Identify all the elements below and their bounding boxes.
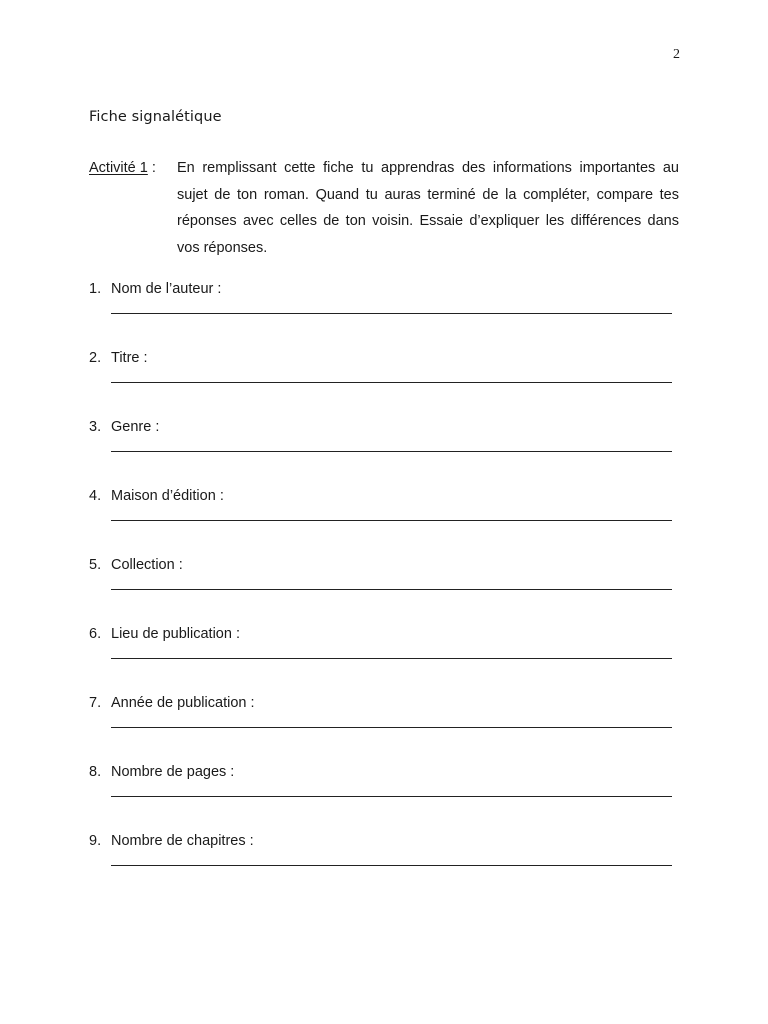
answer-line[interactable] xyxy=(111,520,672,521)
question-item xyxy=(89,695,674,711)
question-number: 7. xyxy=(89,695,102,711)
page-title: Fiche signalétique xyxy=(89,109,222,125)
question-label: Année de publication : xyxy=(111,695,255,711)
question-number: 9. xyxy=(89,833,102,849)
page-number: 2 xyxy=(673,47,680,62)
question-number: 6. xyxy=(89,626,102,642)
answer-line[interactable] xyxy=(111,865,672,866)
question-item xyxy=(89,419,674,435)
question-item xyxy=(89,281,674,297)
answer-line[interactable] xyxy=(111,658,672,659)
question-item xyxy=(89,557,674,573)
question-label: Maison d’édition : xyxy=(111,488,224,504)
question-item xyxy=(89,764,674,780)
question-item xyxy=(89,833,674,849)
answer-line[interactable] xyxy=(111,451,672,452)
activity-label xyxy=(89,155,177,182)
answer-line[interactable] xyxy=(111,727,672,728)
question-item xyxy=(89,626,674,642)
question-number: 3. xyxy=(89,419,102,435)
answer-line[interactable] xyxy=(111,589,672,590)
answer-line[interactable] xyxy=(111,382,672,383)
question-label: Collection : xyxy=(111,557,183,573)
question-number: 4. xyxy=(89,488,102,504)
question-label: Lieu de publication : xyxy=(111,626,240,642)
question-label: Nombre de pages : xyxy=(111,764,235,780)
question-label: Titre : xyxy=(111,350,148,366)
question-label: Genre : xyxy=(111,419,160,435)
question-number: 8. xyxy=(89,764,102,780)
activity-text: En remplissant cette fiche tu apprendras des informations importantes au sujet de ton roman. Quand tu auras terminé de la compléter, compare tes réponses avec celles de ton voisin. Essaie d’expliquer les différences dans vos réponses. xyxy=(177,160,679,256)
answer-line[interactable] xyxy=(111,796,672,797)
activity-instructions xyxy=(89,155,679,261)
question-number: 2. xyxy=(89,350,102,366)
question-item xyxy=(89,350,674,366)
question-label: Nom de l’auteur : xyxy=(111,281,222,297)
question-number: 1. xyxy=(89,281,102,297)
question-label: Nombre de chapitres : xyxy=(111,833,254,849)
answer-line[interactable] xyxy=(111,313,672,314)
activity-label-text: Activité 1 xyxy=(89,160,148,176)
question-item xyxy=(89,488,674,504)
activity-label-separator: : xyxy=(147,160,156,176)
question-number: 5. xyxy=(89,557,102,573)
